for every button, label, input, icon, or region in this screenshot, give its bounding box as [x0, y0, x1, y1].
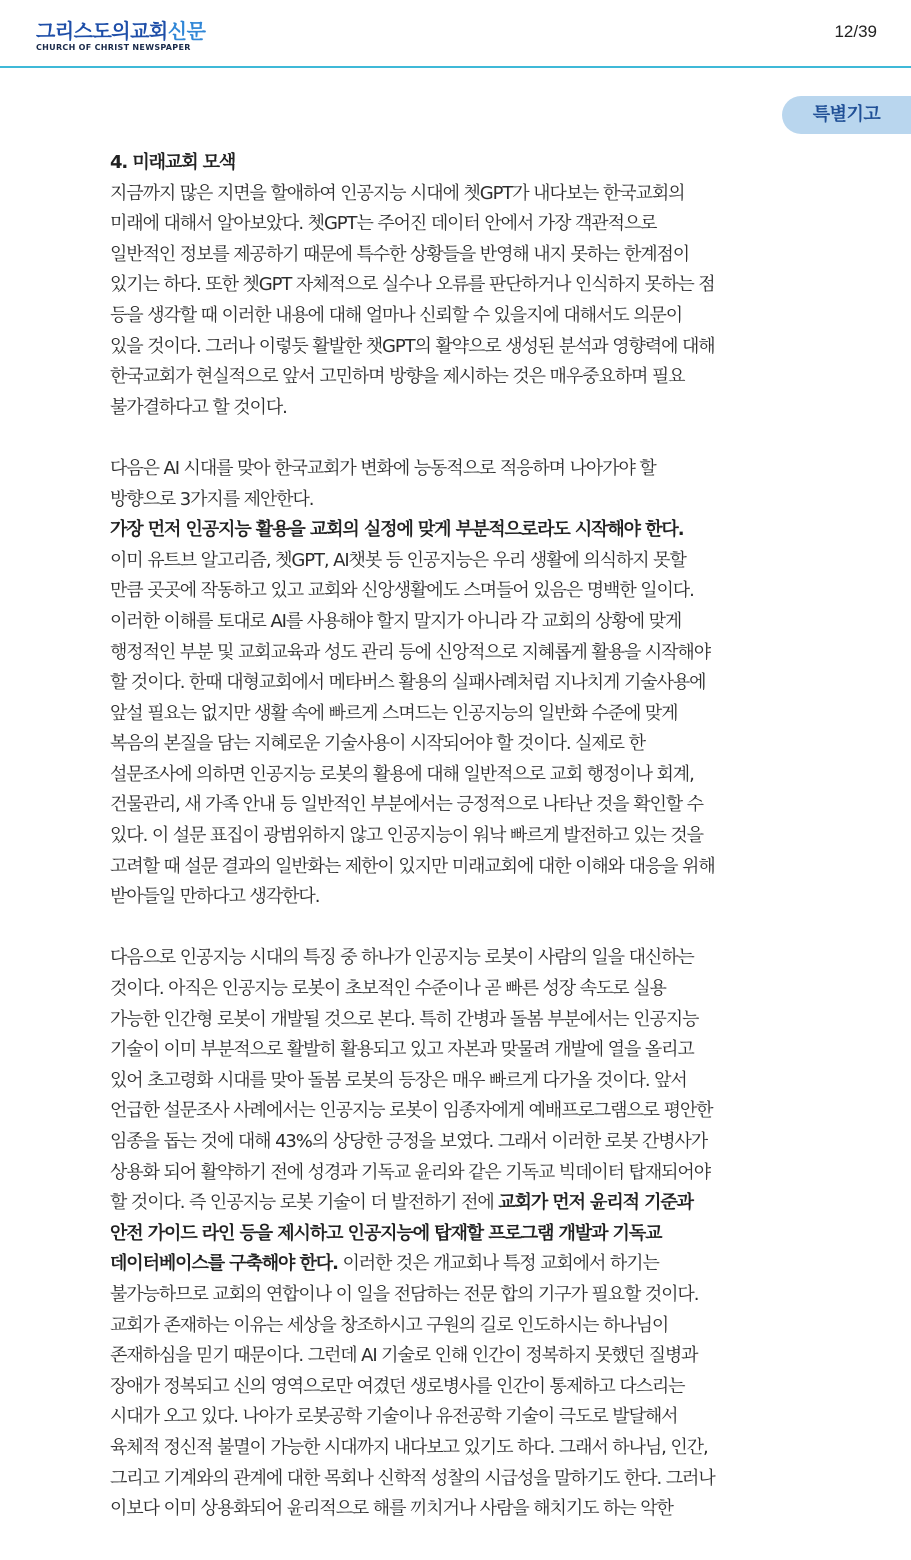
- text-line: 앞설 필요는 없지만 생활 속에 빠르게 스며드는 인공지능의 일반화 수준에 맞게: [110, 702, 678, 724]
- logo-english: CHURCH OF CHRIST NEWSPAPER: [36, 43, 191, 52]
- text-line: 만큼 곳곳에 작동하고 있고 교회와 신앙생활에도 스며들어 있음은 명백한 일이다.: [110, 580, 694, 602]
- plain-text: 이러한 것은 개교회나 특정 교회에서 하기는: [337, 1253, 659, 1275]
- text-line: 것이다. 아직은 인공지능 로봇이 초보적인 수준이나 곧 빠른 성장 속도로 실용: [110, 978, 666, 1000]
- text-line: 지금까지 많은 지면을 할애하여 인공지능 시대에 쳇GPT가 내다보는 한국교회의: [110, 182, 685, 204]
- text-line: 이러한 이해를 토대로 AI를 사용해야 할지 말지가 아니라 각 교회의 상황에 맞게: [110, 610, 682, 632]
- article-body: [110, 148, 818, 1525]
- text-line: 이미 유트브 알고리즘, 쳇GPT, AI챗봇 등 인공지능은 우리 생활에 의식하지 못할: [110, 549, 686, 571]
- newspaper-logo[interactable]: [36, 20, 205, 53]
- text-line: 복음의 본질을 담는 지혜로운 기술사용이 시작되어야 할 것이다. 실제로 한: [110, 733, 645, 755]
- paragraph-3: [110, 546, 818, 913]
- text-line-mixed: [110, 1188, 818, 1219]
- text-line: 존재하심을 믿기 때문이다. 그런데 AI 기술로 인해 인간이 정복하지 못했던 질병과: [110, 1345, 698, 1367]
- page-header: [0, 0, 911, 68]
- text-line: 시대가 오고 있다. 나아가 로봇공학 기술이나 유전공학 기술이 극도로 발달해서: [110, 1406, 678, 1428]
- text-line: 행정적인 부분 및 교회교육과 성도 관리 등에 신앙적으로 지혜롭게 활용을 시작해야: [110, 641, 711, 663]
- page-number: 12/39: [834, 22, 877, 41]
- text-line: 건물관리, 새 가족 안내 등 일반적인 부분에서는 긍정적으로 나타난 것을 확인할 수: [110, 794, 703, 816]
- paragraph-2: [110, 454, 818, 546]
- text-line: 미래에 대해서 알아보았다. 쳇GPT는 주어진 데이터 안에서 가장 객관적으로: [110, 213, 657, 235]
- text-line: 불가결하다고 할 것이다.: [110, 396, 287, 418]
- text-line: 할 것이다. 한때 대형교회에서 메타버스 활용의 실패사례처럼 지나치게 기술사용에: [110, 672, 706, 694]
- text-line: 이보다 이미 상용화되어 윤리적으로 해를 끼치거나 사람을 해치기도 하는 악한: [110, 1498, 673, 1520]
- text-line: 한국교회가 현실적으로 앞서 고민하며 방향을 제시하는 것은 매우중요하며 필요: [110, 366, 685, 388]
- bold-text: 데이터베이스를 구축해야 한다.: [110, 1253, 338, 1275]
- emphasis-line: 가장 먼저 인공지능 활용을 교회의 실정에 맞게 부분적으로라도 시작해야 한다.: [110, 519, 684, 541]
- emphasis-line: 안전 가이드 라인 등을 제시하고 인공지능에 탑재할 프로그램 개발과 기독교: [110, 1222, 662, 1244]
- text-line: 육체적 정신적 불멸이 가능한 시대까지 내다보고 있기도 하다. 그래서 하나님, 인간,: [110, 1436, 708, 1458]
- text-line: 임종을 돕는 것에 대해 43%의 상당한 긍정을 보였다. 그래서 이러한 로봇 간병사가: [110, 1131, 708, 1152]
- paragraph-1: [110, 179, 818, 424]
- paragraph-spacer: [110, 913, 818, 944]
- text-line: 받아들일 만하다고 생각한다.: [110, 886, 320, 908]
- paragraph-spacer: [110, 423, 818, 454]
- text-line: 등을 생각할 때 이러한 내용에 대해 얼마나 신뢰할 수 있을지에 대해서도 의문이: [110, 304, 683, 326]
- text-line: 일반적인 정보를 제공하기 때문에 특수한 상황들을 반영해 내지 못하는 한계점이: [110, 243, 690, 265]
- section-tab-special-contribution[interactable]: 특별기고: [782, 96, 911, 134]
- paragraph-4: [110, 943, 818, 1524]
- text-line: 방향으로 3가지를 제안한다.: [110, 488, 314, 510]
- text-line-mixed: [110, 1249, 818, 1280]
- text-line: 고려할 때 설문 결과의 일반화는 제한이 있지만 미래교회에 대한 이해와 대응을 위해: [110, 855, 715, 877]
- text-line: 있기는 하다. 또한 쳇GPT 자체적으로 실수나 오류를 판단하거나 인식하지 못하는 점: [110, 274, 715, 296]
- text-line: 가능한 인간형 로봇이 개발될 것으로 본다. 특히 간병과 돌봄 부분에서는 인공지능: [110, 1008, 699, 1030]
- text-line: 다음은 AI 시대를 맞아 한국교회가 변화에 능동적으로 적응하며 나아가야 할: [110, 457, 656, 479]
- section-heading: 4. 미래교회 모색: [110, 152, 236, 173]
- text-line: 상용화 되어 활약하기 전에 성경과 기독교 윤리와 같은 기독교 빅데이터 탑재되어야: [110, 1161, 711, 1183]
- text-line: 있다. 이 설문 표집이 광범위하지 않고 인공지능이 워낙 빠르게 발전하고 있는 것을: [110, 825, 703, 847]
- text-line: 기술이 이미 부분적으로 활발히 활용되고 있고 자본과 맞물려 개발에 열을 올리고: [110, 1039, 694, 1061]
- plain-text: 할 것이다. 즉 인공지능 로봇 기술이 더 발전하기 전에: [110, 1192, 499, 1214]
- text-line: 있어 초고령화 시대를 맞아 돌봄 로봇의 등장은 매우 빠르게 다가올 것이다. 앞서: [110, 1069, 687, 1091]
- text-line: 설문조사에 의하면 인공지능 로봇의 활용에 대해 일반적으로 교회 행정이나 회계,: [110, 763, 694, 785]
- text-line: 다음으로 인공지능 시대의 특징 중 하나가 인공지능 로봇이 사람의 일을 대신하는: [110, 947, 694, 969]
- bold-text: 교회가 먼저 윤리적 기준과: [498, 1192, 693, 1214]
- text-line: 있을 것이다. 그러나 이렇듯 활발한 챗GPT의 활약으로 생성된 분석과 영향력에 대해: [110, 335, 715, 357]
- text-line: 불가능하므로 교회의 연합이나 이 일을 전담하는 전문 합의 기구가 필요할 것이다.: [110, 1283, 699, 1305]
- text-line: 장애가 정복되고 신의 영역으로만 여겼던 생로병사를 인간이 통제하고 다스리는: [110, 1375, 685, 1397]
- text-line: 그리고 기계와의 관계에 대한 목회나 신학적 성찰의 시급성을 말하기도 한다. 그러나: [110, 1467, 715, 1489]
- logo-korean: 그리스도의교회신문: [36, 19, 206, 43]
- text-line: 언급한 설문조사 사례에서는 인공지능 로봇이 임종자에게 예배프로그램으로 평안한: [110, 1100, 713, 1122]
- text-line: 교회가 존재하는 이유는 세상을 창조하시고 구원의 길로 인도하시는 하나님이: [110, 1314, 669, 1336]
